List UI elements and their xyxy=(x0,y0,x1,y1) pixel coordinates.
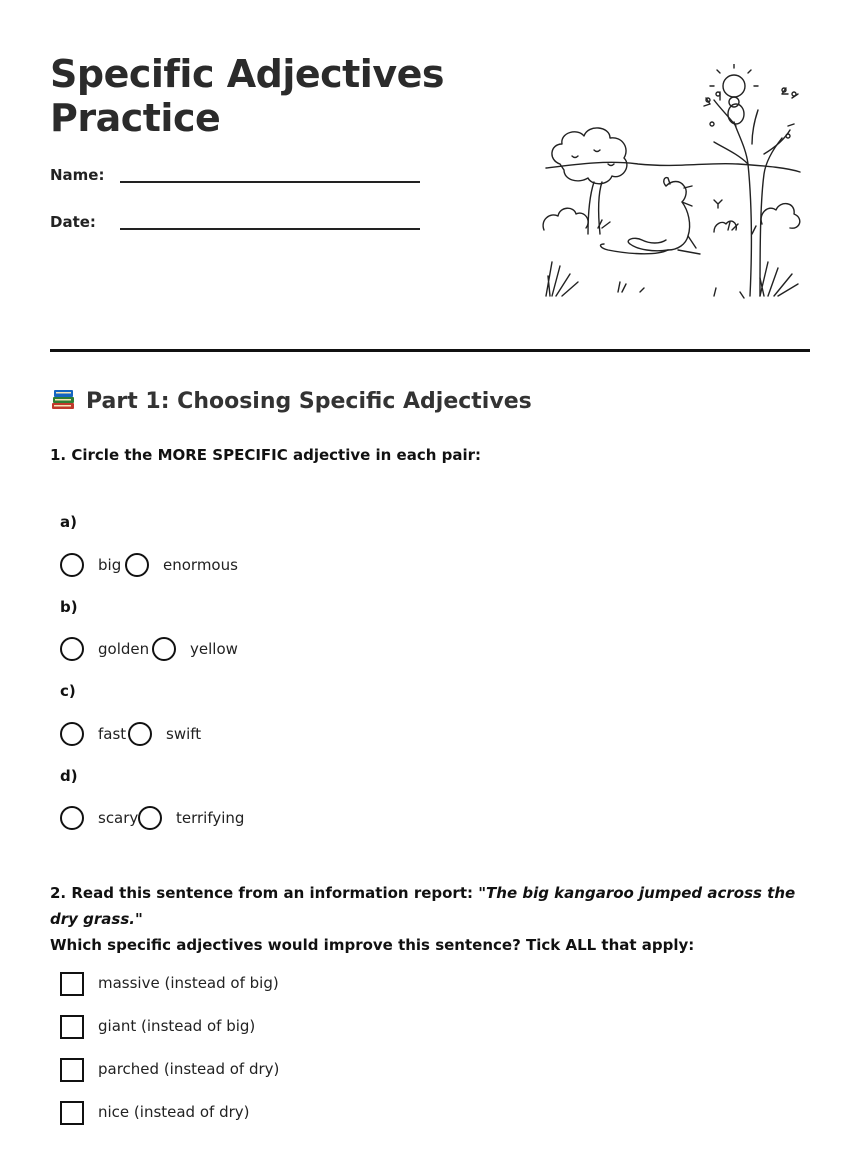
circle-option-scary[interactable] xyxy=(60,806,84,830)
option-terrifying[interactable]: terrifying xyxy=(176,809,245,827)
checkbox[interactable] xyxy=(60,1058,84,1082)
part1-heading-text: Part 1: Choosing Specific Adjectives xyxy=(86,389,532,414)
item-b-label: b) xyxy=(60,598,78,616)
books-icon xyxy=(50,387,76,411)
circle-option-fast[interactable] xyxy=(60,722,84,746)
question-2-instruction: Which specific adjectives would improve this sentence? Tick ALL that apply: xyxy=(50,936,695,954)
circle-option-enormous[interactable] xyxy=(125,553,149,577)
option-enormous[interactable]: enormous xyxy=(163,556,238,574)
circle-option-swift[interactable] xyxy=(128,722,152,746)
option-label: nice (instead of dry) xyxy=(98,1103,250,1121)
question-2-prompt xyxy=(50,880,810,958)
question-2-quote: "The big kangaroo jumped across the dry grass." xyxy=(50,884,796,928)
question-2-intro: 2. Read this sentence from an information report: xyxy=(50,884,479,902)
kangaroo-landscape-illustration xyxy=(538,64,804,306)
option-golden[interactable]: golden xyxy=(98,640,150,658)
title-line-2: Practice xyxy=(50,96,221,140)
date-write-line[interactable] xyxy=(120,228,420,230)
title-line-1: Specific Adjectives xyxy=(50,52,444,96)
checkbox[interactable] xyxy=(60,1015,84,1039)
question-1-prompt: 1. Circle the MORE SPECIFIC adjective in each pair: xyxy=(50,446,482,464)
option-label: giant (instead of big) xyxy=(98,1017,256,1035)
item-a-label: a) xyxy=(60,513,77,531)
option-fast[interactable]: fast xyxy=(98,725,127,743)
section-divider xyxy=(50,349,810,352)
circle-option-big[interactable] xyxy=(60,553,84,577)
circle-option-golden[interactable] xyxy=(60,637,84,661)
checkbox[interactable] xyxy=(60,1101,84,1125)
option-yellow[interactable]: yellow xyxy=(190,640,238,658)
circle-option-yellow[interactable] xyxy=(152,637,176,661)
part1-heading xyxy=(50,387,532,414)
option-big[interactable]: big xyxy=(98,556,122,574)
checkbox[interactable] xyxy=(60,972,84,996)
option-scary[interactable]: scary xyxy=(98,809,139,827)
name-label: Name: xyxy=(50,166,105,184)
circle-option-terrifying[interactable] xyxy=(138,806,162,830)
date-label: Date: xyxy=(50,213,96,231)
item-c-label: c) xyxy=(60,682,76,700)
worksheet-title xyxy=(50,52,444,140)
option-swift[interactable]: swift xyxy=(166,725,202,743)
name-write-line[interactable] xyxy=(120,181,420,183)
option-label: parched (instead of dry) xyxy=(98,1060,280,1078)
option-label: massive (instead of big) xyxy=(98,974,279,992)
item-d-label: d) xyxy=(60,767,78,785)
